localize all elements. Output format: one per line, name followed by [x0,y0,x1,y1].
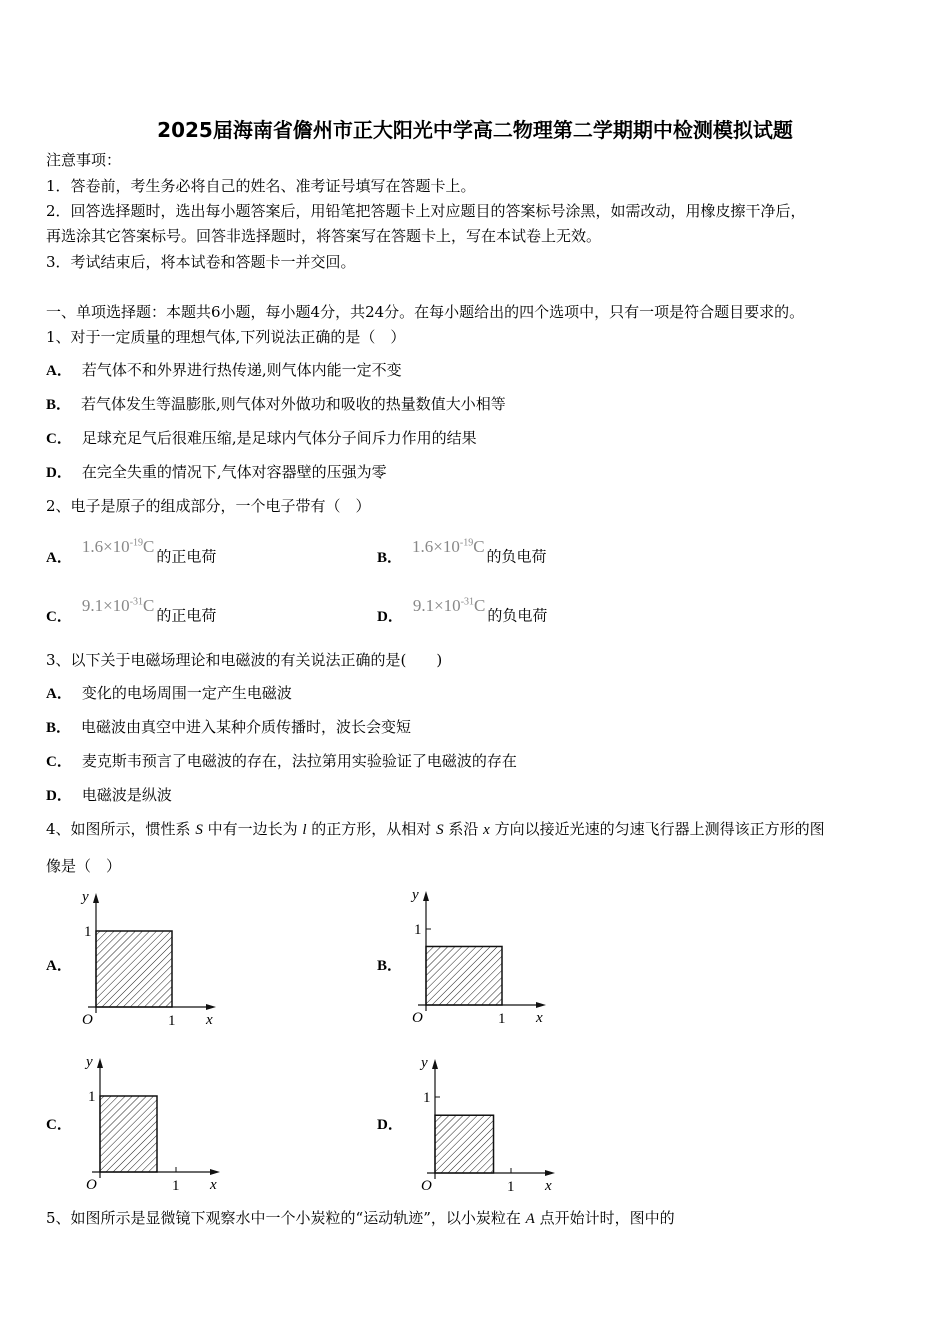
y-axis-label: y [412,887,419,903]
option-text: 电磁波由真空中进入某种介质传播时，波长会变短 [81,718,412,736]
option-text: 的正电荷 [156,606,217,625]
q3-option-a [46,683,292,704]
q1-option-a [46,360,402,381]
notes-heading: 注意事项： [46,151,122,169]
y-axis-label: y [82,889,89,905]
option-text: 的负电荷 [486,547,547,566]
note-item: 3．考试结束后，将本试卷和答题卡一并交回。 [46,253,356,271]
charge-value: $1.6\times 10^{-19}C$ [81,536,155,556]
option-text: 的负电荷 [487,606,548,625]
page-title: 2025届海南省儋州市正大阳光中学高二物理第二学期期中检测模拟试题 [157,118,793,142]
x-arrow-icon [210,1169,220,1175]
figure-a [66,887,236,1027]
hatched-rectangle [100,1096,157,1172]
origin-label: O [86,1177,97,1193]
option-text: 在完全失重的情况下,气体对容器壁的压强为零 [81,463,387,481]
question-2-stem: 2、电子是原子的组成部分，一个电子带有（ ） [46,497,371,515]
y-axis-label: y [86,1054,93,1070]
option-text: 麦克斯韦预言了电磁波的存在，法拉第用实验验证了电磁波的存在 [81,752,517,770]
q2-option-c [46,595,217,627]
y-axis-label: y [421,1055,428,1071]
origin-label: O [82,1012,93,1028]
q2-option-a [46,536,217,568]
q1-option-b [46,394,506,415]
hatched-rectangle [96,931,172,1007]
figure-c-label: C． [46,1117,72,1133]
q1-option-d [46,462,387,483]
origin-label: O [421,1178,432,1194]
x-arrow-icon [536,1002,546,1008]
question-1-stem: 1、对于一定质量的理想气体,下列说法正确的是（ ） [46,328,406,346]
figure-d-label: D． [377,1117,403,1133]
option-text: 的正电荷 [156,547,217,566]
option-label: A． [46,549,72,566]
q1-option-c [46,428,477,449]
hatched-rectangle [426,946,502,1005]
y-tick-label: 1 [88,1089,96,1105]
charge-value: $1.6\times 10^{-19}C$ [412,536,485,556]
option-label: B． [46,397,72,413]
x-axis-label: x [210,1177,217,1193]
y-tick-label: 1 [84,924,92,940]
note-item: 再选涂其它答案标号。回答非选择题时，将答案写在答题卡上，写在本试卷上无效。 [46,227,602,245]
q2-option-d [377,595,548,627]
x-arrow-icon [545,1170,555,1176]
figure-d [405,1053,575,1193]
question-5-stem: 5、如图所示是显微镜下观察水中一个小炭粒的“运动轨迹”，以小炭粒在 A 点开始计时，图中的 [46,1209,675,1227]
option-text: 若气体不和外界进行热传递,则气体内能一定不变 [81,361,402,379]
x-axis-label: x [536,1010,543,1026]
question-3-stem: 3、以下关于电磁场理论和电磁波的有关说法正确的是( ) [46,651,443,669]
option-text: 电磁波是纵波 [81,786,172,804]
option-label: C． [46,754,72,770]
x-axis-label: x [206,1012,213,1028]
option-label: D． [46,788,72,804]
note-item: 2．回答选择题时，选出每小题答案后，用铅笔把答题卡上对应题目的答案标号涂黑，如需改动，用橡皮擦干净后， [46,202,806,220]
question-4-stem: 4、如图所示，惯性系 S 中有一边长为 l 的正方形，从相对 S 系沿 x 方向以接近光速的匀速飞行器上测得该正方形的图 [46,820,825,838]
x-arrow-icon [206,1004,216,1010]
option-label: A． [46,686,72,702]
option-label: D． [377,608,403,625]
figure-c [70,1052,240,1192]
y-arrow-icon [423,891,429,901]
option-text: 若气体发生等温膨胀,则气体对外做功和吸收的热量数值大小相等 [81,395,506,413]
note-item: 1．答卷前，考生务必将自己的姓名、准考证号填写在答题卡上。 [46,177,476,195]
figure-b-label: B． [377,958,403,974]
option-label: D． [46,465,72,481]
option-label: B． [46,720,72,736]
y-arrow-icon [93,893,99,903]
option-label: C． [46,608,72,625]
question-4-stem-cont: 像是（ ） [46,857,122,875]
option-label: A． [46,363,72,379]
q2-option-b [377,536,547,568]
option-label: C． [46,431,72,447]
y-tick-label: 1 [414,922,422,938]
figure-b [396,885,566,1025]
option-label: B． [377,549,403,566]
option-text: 变化的电场周围一定产生电磁波 [81,684,292,702]
y-arrow-icon [432,1059,438,1069]
q3-option-b [46,717,411,738]
option-text: 足球充足气后很难压缩,是足球内气体分子间斥力作用的结果 [81,429,477,447]
origin-label: O [412,1010,423,1026]
hatched-rectangle [435,1115,494,1173]
x-axis-label: x [545,1178,552,1194]
x-tick-label: 1 [172,1178,180,1194]
x-tick-label: 1 [507,1179,515,1195]
x-tick-label: 1 [168,1013,176,1029]
y-tick-label: 1 [423,1090,431,1106]
charge-value: $9.1\times 10^{-31}C$ [412,595,486,615]
y-arrow-icon [97,1058,103,1068]
charge-value: $9.1\times 10^{-31}C$ [81,595,155,615]
section-heading: 一、单项选择题：本题共6小题，每小题4分，共24分。在每小题给出的四个选项中，只有一项是符合题目要求的。 [46,303,805,321]
q3-option-c [46,751,517,772]
q3-option-d [46,785,172,806]
x-tick-label: 1 [498,1011,506,1027]
figure-a-label: A． [46,958,72,974]
